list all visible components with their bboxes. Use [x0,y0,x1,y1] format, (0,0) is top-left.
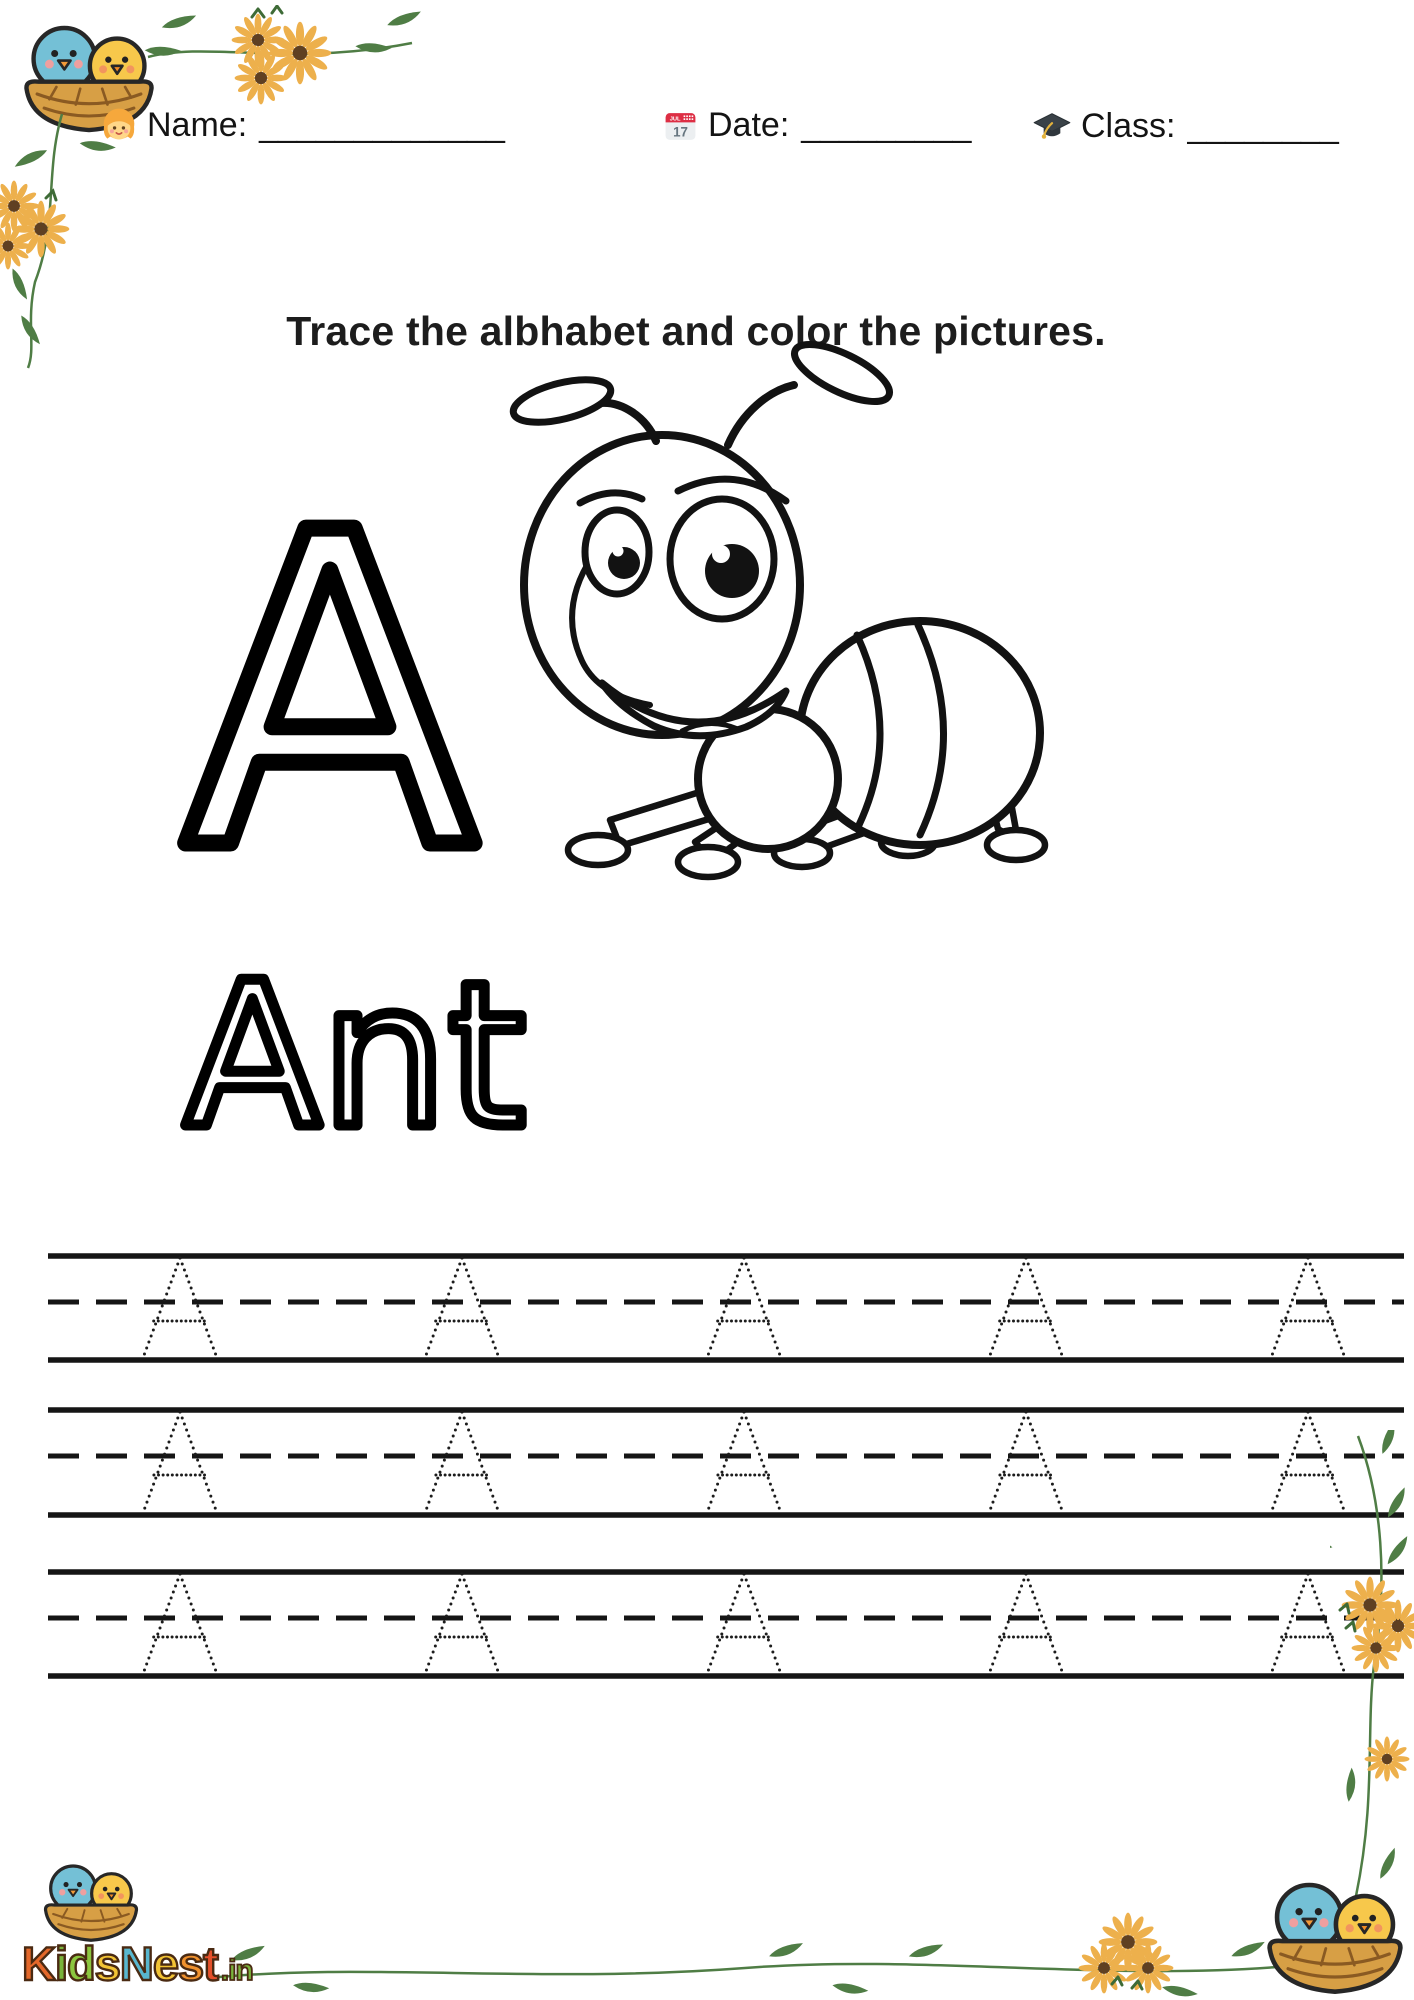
flower-icon [1123,1943,1174,1994]
class-blank: ________ [1187,106,1339,145]
graduation-cap-emoji [1032,106,1072,146]
trace-letter-A [707,1574,781,1674]
calendar-emoji [662,107,699,144]
tracing-row [48,1568,1404,1681]
top-vine-decoration [140,5,425,117]
tracing-row [48,1252,1404,1365]
birds-nest-decoration-bottom-right [1256,1862,1414,2000]
trace-letter-A [989,1258,1063,1358]
girl-emoji [100,107,138,145]
trace-letter-A [1271,1258,1345,1358]
name-label: Name: [147,106,248,144]
date-label: Date: [708,106,790,144]
trace-letter-A [707,1258,781,1358]
bottom-flower-cluster [1076,1880,1192,2000]
logo-letter: K [22,1937,55,1990]
outline-word [140,935,570,1170]
logo-letter: e [152,1937,178,1990]
logo-letter: N [119,1937,153,1990]
instruction-text: Trace the albhabet and color the pictures. [286,308,1106,354]
trace-letter-A [425,1574,499,1674]
trace-letter-A [989,1574,1063,1674]
svg-text:JUL: JUL [669,116,681,123]
logo-suffix: .in [220,1954,253,1987]
trace-letter-A [143,1258,217,1358]
logo-letter: i [54,1937,68,1990]
name-blank: _____________ [259,106,505,144]
trace-letter-A [425,1258,499,1358]
trace-letter-A [143,1412,217,1513]
big-outline-letter [175,505,485,860]
name-field [100,106,505,145]
flower-icon [1352,1624,1401,1673]
trace-letter-A [989,1412,1063,1513]
date-field [662,106,971,145]
flower-icon [235,52,288,105]
logo-letter: t [203,1937,218,1990]
svg-text:17: 17 [673,124,688,140]
logo-letter: s [94,1937,120,1990]
date-blank: _________ [801,106,972,144]
logo-letter: d [67,1937,95,1990]
trace-letter-A [707,1412,781,1513]
svg-text:A: A [182,505,478,860]
ant-abdomen [800,621,1040,845]
kidsnest-logo-birds [36,1850,146,1946]
svg-text:Ant: Ant [184,940,526,1170]
class-label: Class: [1081,106,1176,145]
tracing-row [48,1406,1404,1520]
trace-letter-A [425,1412,499,1513]
kidsnest-logo-text [22,1936,253,1991]
ant-coloring-illustration [450,305,1075,910]
logo-letter: s [177,1937,204,1990]
trace-letter-A [143,1574,217,1674]
right-vine-decoration [1330,1430,1414,1900]
class-field [1032,106,1339,146]
